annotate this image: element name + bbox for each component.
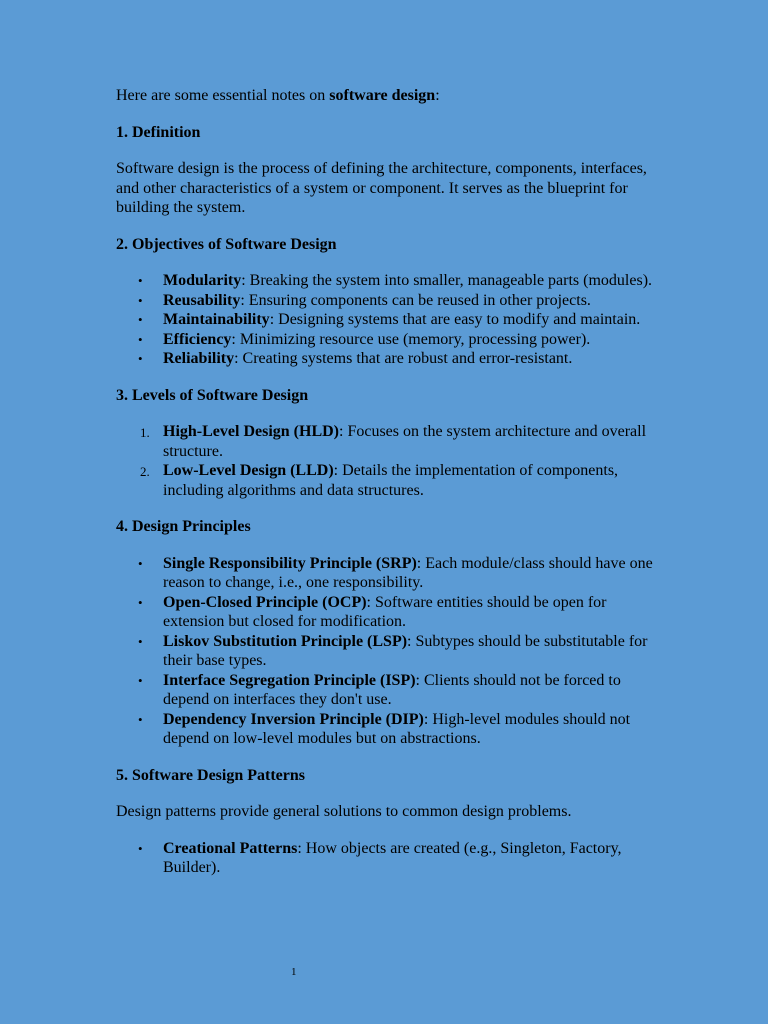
patterns-paragraph: Design patterns provide general solutions to common design problems. [116,803,572,820]
page-number: 1 [291,966,297,978]
list-item [116,422,656,461]
item-desc: : Ensuring components can be reused in other projects. [240,291,591,309]
list-item [116,671,656,710]
item-term: Maintainability [163,311,270,328]
document-page [116,86,656,895]
item-desc: : Software entities should be open for extension but closed for modification. [163,593,607,630]
item-number: 2. [140,464,150,479]
item-desc: : Subtypes should be substitutable for their base types. [163,632,648,669]
item-term: High-Level Design (HLD) [163,423,339,440]
levels-list [116,422,656,500]
list-item [116,632,656,671]
list-item [116,554,656,593]
list-item [116,710,656,749]
item-term: Low-Level Design (LLD) [163,462,334,479]
item-desc: : Minimizing resource use (memory, processing power). [231,330,591,348]
item-desc: : Details the implementation of components, including algorithms and data structures. [163,462,619,499]
intro-suffix: : [435,87,440,104]
item-term: Creational Patterns [163,839,298,857]
definition-paragraph: Software design is the process of defining the architecture, components, interfaces, and other characteristics of a system or component. It serves as the blueprint for building the system. [116,160,647,216]
item-desc: : How objects are created (e.g., Singleton, Factory, Builder). [163,839,622,876]
objectives-list [116,271,656,369]
item-desc: : Each module/class should have one reason to change, i.e., one responsibility. [163,554,653,591]
item-term: Dependency Inversion Principle (DIP) [163,710,424,728]
intro-prefix: Here are some essential notes on [116,87,330,104]
list-item [116,310,656,330]
section-heading-levels: 3. Levels of Software Design [116,386,309,404]
item-term: Modularity [163,272,242,289]
item-term: Reusability [163,291,241,309]
item-term: Efficiency [163,330,232,348]
item-term: Reliability [163,350,235,367]
item-desc: : Focuses on the system architecture and overall structure. [163,423,647,460]
item-term: Open-Closed Principle (OCP) [163,593,367,611]
section-heading-patterns: 5. Software Design Patterns [116,766,306,784]
list-item [116,330,656,350]
item-desc: : Creating systems that are robust and error-resistant. [234,350,573,367]
patterns-list [116,839,656,878]
principles-list [116,554,656,749]
section-heading-objectives: 2. Objectives of Software Design [116,235,337,253]
item-term: Liskov Substitution Principle (LSP) [163,632,408,650]
item-term: Single Responsibility Principle (SRP) [163,554,417,572]
list-item [116,349,656,369]
list-item [116,839,656,878]
section-heading-definition: 1. Definition [116,123,201,141]
item-desc: : Clients should not be forced to depend on interfaces they don't use. [163,671,621,708]
item-term: Interface Segregation Principle (ISP) [163,671,416,689]
intro-bold: software design [329,87,436,104]
item-desc: : High-level modules should not depend on low-level modules but on abstractions. [163,710,631,747]
list-item [116,461,656,500]
section-heading-principles: 4. Design Principles [116,518,251,535]
list-item [116,271,656,291]
intro-paragraph [116,86,656,106]
item-number: 1. [140,425,150,440]
item-desc: : Designing systems that are easy to modify and maintain. [269,311,641,328]
item-desc: : Breaking the system into smaller, manageable parts (modules). [241,272,653,289]
list-item [116,291,656,311]
list-item [116,593,656,632]
